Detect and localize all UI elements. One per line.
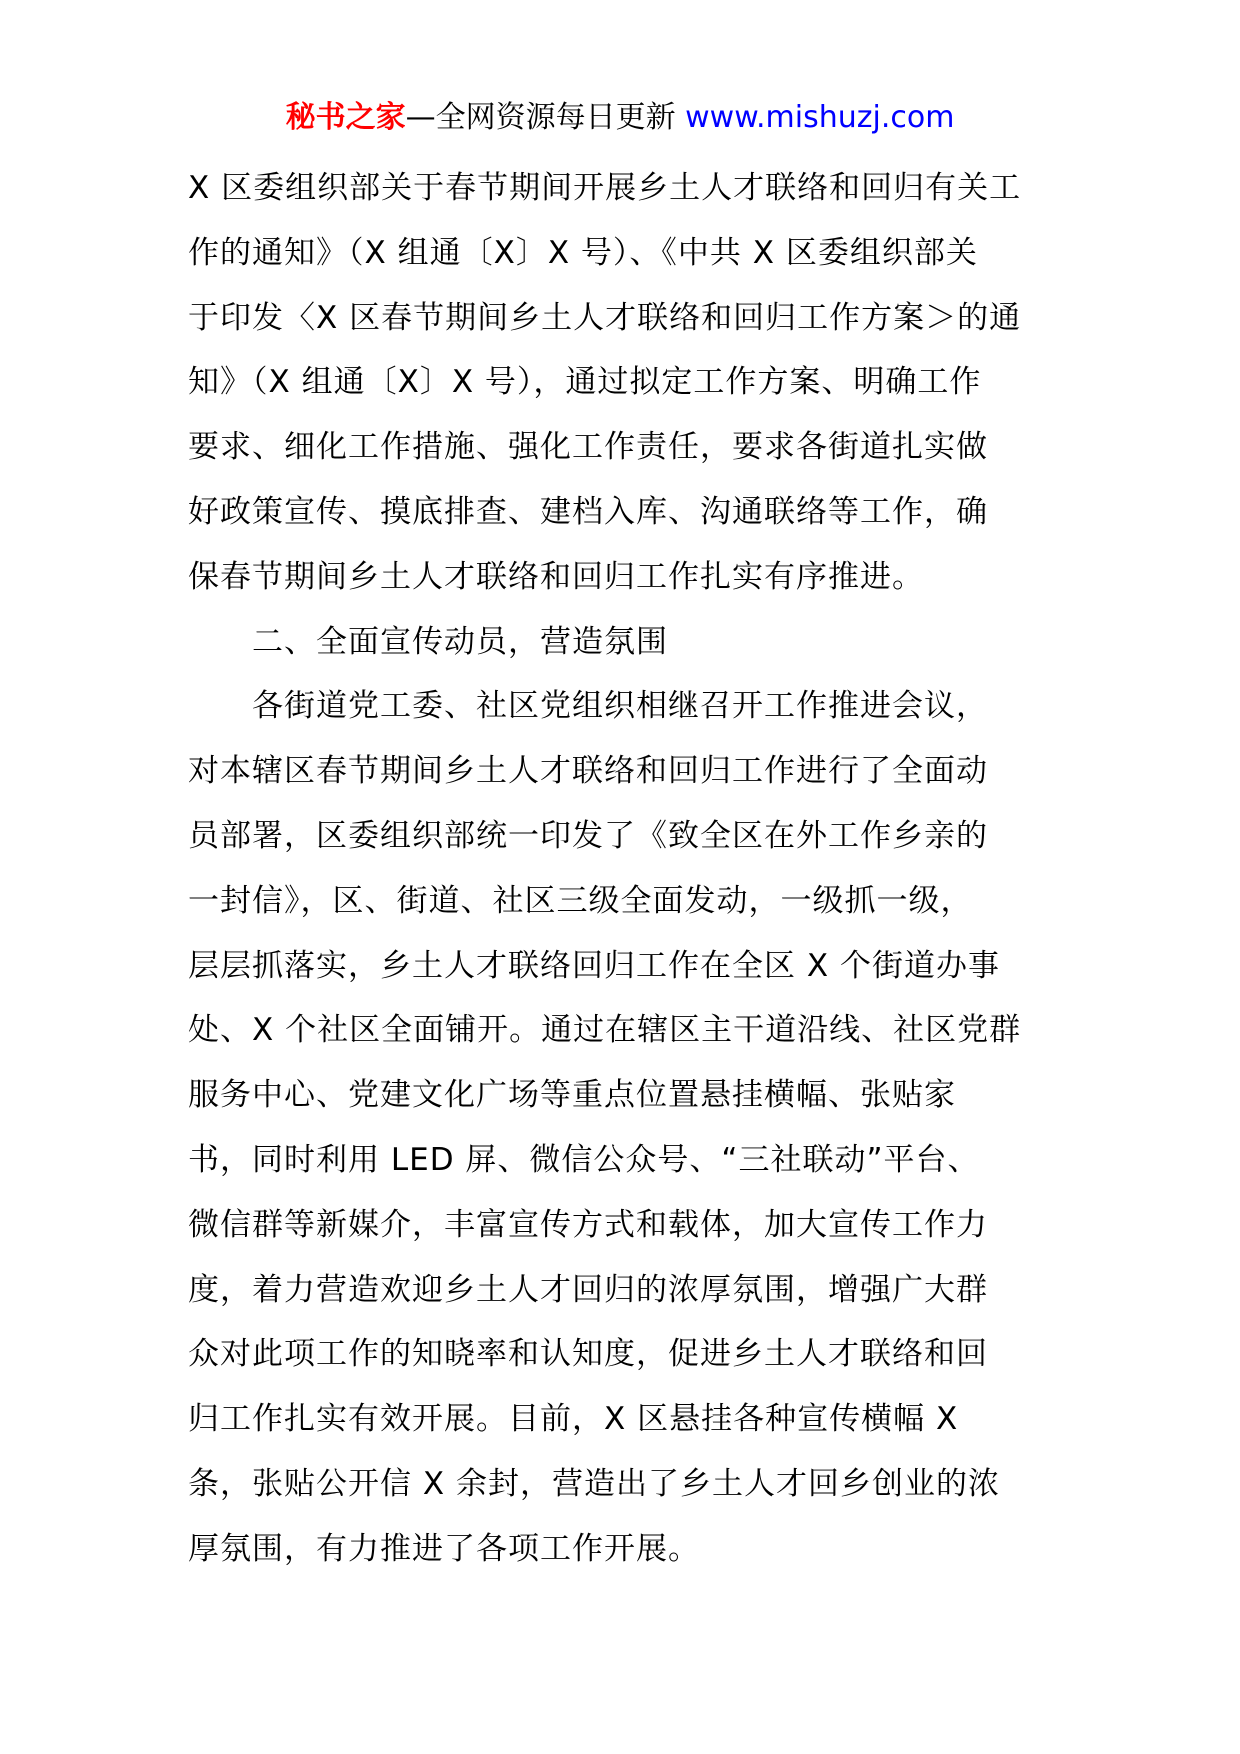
paragraph-line: 条，张贴公开信 X 余封，营造出了乡土人才回乡创业的浓: [188, 1465, 1000, 1502]
section-heading: [188, 610, 1064, 675]
site-tagline: —全网资源每日更新: [405, 100, 676, 135]
paragraph-line: 保春节期间乡土人才联络和回归工作扎实有序推进。: [188, 558, 924, 595]
paragraph-line: 层层抓落实，乡土人才联络回归工作在全区 X 个街道办事: [188, 947, 1000, 984]
site-header: [0, 98, 1240, 138]
paragraph-1: [188, 156, 1064, 610]
paragraph-line: 书，同时利用 LED 屏、微信公众号、“三社联动”平台、: [188, 1141, 980, 1178]
paragraph-line: 处、X 个社区全面铺开。通过在辖区主干道沿线、社区党群: [188, 1012, 1022, 1049]
site-url-link[interactable]: www.mishuzj.com: [685, 100, 955, 135]
paragraph-line: 好政策宣传、摸底排查、建档入库、沟通联络等工作，确: [188, 493, 988, 530]
heading-text: 二、全面宣传动员，营造氛围: [252, 623, 668, 660]
paragraph-2: [188, 674, 1064, 1581]
paragraph-line: 厚氛围，有力推进了各项工作开展。: [188, 1530, 700, 1567]
paragraph-line: 度，着力营造欢迎乡土人才回归的浓厚氛围，增强广大群: [188, 1271, 988, 1308]
paragraph-line: 作的通知》（X 组通〔X〕X 号）、《中共 X 区委组织部关: [188, 234, 978, 271]
paragraph-line: 一封信》，区、街道、社区三级全面发动，一级抓一级，: [188, 882, 973, 919]
paragraph-line: 员部署，区委组织部统一印发了《致全区在外工作乡亲的: [188, 817, 988, 854]
paragraph-line: 归工作扎实有效开展。目前，X 区悬挂各种宣传横幅 X: [188, 1401, 959, 1438]
paragraph-line: 于印发〈X 区春节期间乡土人才联络和回归工作方案＞的通: [188, 299, 1022, 336]
site-brand: 秘书之家: [285, 100, 406, 135]
paragraph-line: 对本辖区春节期间乡土人才联络和回归工作进行了全面动: [188, 753, 988, 790]
paragraph-line: 服务中心、党建文化广场等重点位置悬挂横幅、张贴家: [188, 1077, 956, 1114]
paragraph-line: 众对此项工作的知晓率和认知度，促进乡土人才联络和回: [188, 1336, 988, 1373]
paragraph-line: 微信群等新媒介，丰富宣传方式和载体，加大宣传工作力: [188, 1206, 988, 1243]
paragraph-line: X 区委组织部关于春节期间开展乡土人才联络和回归有关工: [188, 170, 1022, 206]
paragraph-line: 各街道党工委、社区党组织相继召开工作推进会议，: [252, 688, 988, 725]
document-body: [188, 156, 1064, 1582]
paragraph-line: 要求、细化工作措施、强化工作责任，要求各街道扎实做: [188, 429, 988, 466]
paragraph-line: 知》（X 组通〔X〕X 号），通过拟定工作方案、明确工作: [188, 364, 982, 401]
